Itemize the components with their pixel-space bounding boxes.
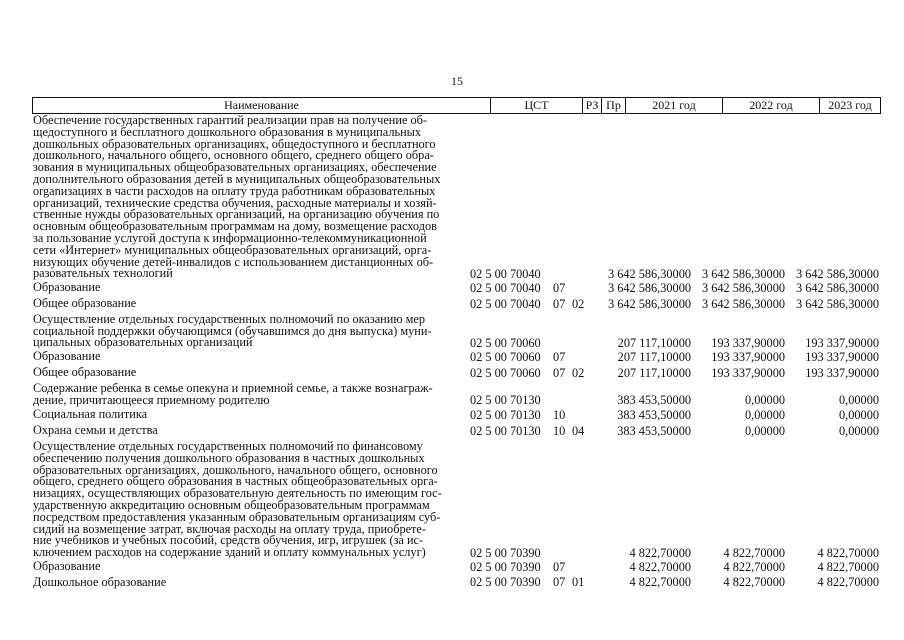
- row-2023: 3 642 586,30000: [795, 296, 879, 311]
- row-name: Дошкольное образование: [33, 574, 167, 589]
- row-pr: 02: [572, 365, 585, 380]
- row-2021: 207 117,10000: [617, 349, 691, 364]
- header-rz: РЗ: [582, 98, 601, 113]
- row-2022: 0,00000: [745, 423, 785, 438]
- row-name-line: образовательных организациях, дошкольного, начального общего, основного: [33, 462, 438, 477]
- row-2023: 4 822,70000: [817, 545, 879, 560]
- row-2023: 3 642 586,30000: [795, 267, 879, 282]
- header-2021: 2021 год: [625, 98, 722, 113]
- table-row: [33, 438, 881, 560]
- row-rz: 07: [553, 296, 566, 311]
- row-name-line: дополнительного образования детей в муниципальных общеобразовательных: [33, 171, 441, 186]
- row-name-line: за пользование услугой доступа к информационно-телекоммуникационной: [33, 230, 427, 245]
- row-name-line: дошкольных образовательных организациях, общедоступного и бесплатного: [33, 136, 436, 151]
- header-2023: 2023 год: [819, 98, 880, 113]
- row-code: 02 5 00 70060: [470, 365, 541, 380]
- table-body: [33, 115, 881, 588]
- row-2022: 3 642 586,30000: [701, 267, 785, 282]
- row-name-line: низациях, осуществляющих образовательную деятельность по имеющим гос-: [33, 486, 442, 501]
- table-row: [33, 311, 881, 351]
- row-2023: 193 337,90000: [805, 349, 879, 364]
- row-pr: 01: [572, 575, 585, 590]
- row-name-line: дошкольного, начального общего, основного общего, среднего общего обра-: [33, 148, 434, 163]
- row-name-line: низующих обучение детей-инвалидов с использованием дистанционных об-: [33, 254, 434, 269]
- table-header: [32, 97, 881, 114]
- row-code: 02 5 00 70390: [470, 575, 541, 590]
- row-2021: 383 453,50000: [617, 408, 691, 423]
- row-2023: 3 642 586,30000: [795, 280, 879, 295]
- row-rz: 07: [553, 575, 566, 590]
- row-2023: 193 337,90000: [805, 336, 879, 351]
- table-row: [33, 282, 881, 294]
- row-name-line: сидий на возмещение затрат, включая расходы на оплату труда, приобрете-: [33, 521, 426, 536]
- row-name-line: общего, среднего общего образования в частных общеобразовательных орга-: [33, 474, 438, 489]
- row-2021: 383 453,50000: [617, 423, 691, 438]
- table-row: [33, 295, 881, 311]
- row-rz: 07: [553, 280, 566, 295]
- row-name-line: разовательных технологий: [33, 266, 173, 281]
- row-code: 02 5 00 70040: [470, 267, 541, 282]
- table-row: [33, 558, 881, 574]
- table-row: [33, 364, 881, 380]
- row-2022: 0,00000: [745, 393, 785, 408]
- row-name-line: ударственную аккредитацию основным общеобразовательным программам: [33, 497, 430, 512]
- row-2022: 4 822,70000: [723, 575, 785, 590]
- row-name: Охрана семьи и детства: [33, 423, 158, 438]
- row-name-line: Осуществление отдельных государственных полномочий по оказанию мер: [33, 311, 425, 326]
- row-2023: 0,00000: [839, 408, 879, 423]
- row-pr: 04: [572, 423, 585, 438]
- row-2021: 3 642 586,30000: [607, 296, 691, 311]
- row-name-line: Обеспечение государственных гарантий реализации прав на получение об-: [33, 113, 427, 127]
- row-code: 02 5 00 70390: [470, 559, 541, 574]
- row-name: Образование: [33, 349, 101, 364]
- row-name-line: дение, причитающееся приемному родителю: [33, 392, 270, 407]
- row-2022: 0,00000: [745, 408, 785, 423]
- row-code: 02 5 00 70060: [470, 349, 541, 364]
- header-pr: Пр: [601, 98, 625, 113]
- row-2021: 4 822,70000: [629, 575, 691, 590]
- row-pr: 02: [572, 296, 585, 311]
- row-2021: 3 642 586,30000: [607, 267, 691, 282]
- row-2023: 4 822,70000: [817, 575, 879, 590]
- row-2022: 3 642 586,30000: [701, 296, 785, 311]
- row-code: 02 5 00 70130: [470, 423, 541, 438]
- row-rz: 07: [553, 559, 566, 574]
- row-code: 02 5 00 70040: [470, 280, 541, 295]
- row-name-line: социальной поддержки обучающимся (обучавшимся до дня выпуска) муни-: [33, 323, 432, 338]
- header-2022: 2022 год: [722, 98, 819, 113]
- row-2022: 193 337,90000: [711, 336, 785, 351]
- table-row: [33, 115, 881, 280]
- page-number: 15: [451, 74, 463, 88]
- row-name-line: организаций, технические средства обучения, расходные материалы и хозяй-: [33, 195, 437, 210]
- row-name-line: ние учебников и учебных пособий, средств обучения, игр, игрушек (за ис-: [33, 533, 424, 548]
- row-code: 02 5 00 70060: [470, 336, 541, 351]
- row-name-line: organизациях в части расходов на оплату труда работникам образовательных: [33, 183, 436, 198]
- table-row: [33, 425, 881, 437]
- row-name: Образование: [33, 280, 101, 295]
- row-code: 02 5 00 70040: [470, 296, 541, 311]
- row-name-line: сети «Интернет» муниципальных общеобразовательных организаций, орга-: [33, 242, 432, 257]
- row-name-line: ключением расходов на содержание зданий и оплату коммунальных услуг): [33, 545, 426, 560]
- table-row: [33, 409, 881, 421]
- row-name: Социальная политика: [33, 407, 148, 422]
- row-2023: 0,00000: [839, 423, 879, 438]
- row-2022: 193 337,90000: [711, 349, 785, 364]
- row-name: Образование: [33, 558, 101, 573]
- row-2021: 207 117,10000: [617, 336, 691, 351]
- table-row: [33, 351, 881, 363]
- header-name: Наименование: [224, 98, 299, 112]
- row-name: [33, 438, 463, 560]
- row-2022: 193 337,90000: [711, 365, 785, 380]
- row-2022: 4 822,70000: [723, 545, 785, 560]
- row-name-line: щедоступного и бесплатного дошкольного образования в муниципальных: [33, 124, 422, 139]
- row-2021: 4 822,70000: [629, 545, 691, 560]
- row-name: Общее образование: [33, 364, 137, 379]
- table-row: [33, 574, 881, 590]
- row-2021: 4 822,70000: [629, 559, 691, 574]
- row-name-line: ципальных образовательных организаций: [33, 335, 253, 350]
- row-2022: 4 822,70000: [723, 559, 785, 574]
- row-name-line: обеспечению получения дошкольного образования в частных дошкольных: [33, 450, 425, 465]
- row-name-line: посредством предоставления указанным образовательным организациям суб-: [33, 509, 441, 524]
- row-name-line: Содержание ребенка в семье опекуна и приемной семье, а также вознаграж-: [33, 380, 433, 395]
- row-code: 02 5 00 70390: [470, 545, 541, 560]
- header-code: ЦСТ: [490, 98, 582, 113]
- row-rz: 07: [553, 349, 566, 364]
- row-2021: 383 453,50000: [617, 393, 691, 408]
- row-rz: 10: [553, 408, 566, 423]
- row-2021: 207 117,10000: [617, 365, 691, 380]
- row-name-line: зования в муниципальных общеобразовательных организациях, обеспечение: [33, 160, 437, 175]
- row-name-line: основным общеобразовательным программам на дому, возмещение расходов: [33, 219, 437, 234]
- row-name: Общее образование: [33, 295, 137, 310]
- row-name-line: ственные нужды образовательных организаций, на организацию обучения по: [33, 207, 440, 222]
- row-code: 02 5 00 70130: [470, 393, 541, 408]
- table-row: [33, 380, 881, 408]
- row-name: [33, 115, 463, 280]
- row-2023: 4 822,70000: [817, 559, 879, 574]
- row-name-line: Осуществление отдельных государственных полномочий по финансовому: [33, 438, 423, 453]
- row-2021: 3 642 586,30000: [607, 280, 691, 295]
- row-code: 02 5 00 70130: [470, 408, 541, 423]
- row-2022: 3 642 586,30000: [701, 280, 785, 295]
- row-rz: 10: [553, 423, 566, 438]
- row-2023: 193 337,90000: [805, 365, 879, 380]
- row-rz: 07: [553, 365, 566, 380]
- row-2023: 0,00000: [839, 393, 879, 408]
